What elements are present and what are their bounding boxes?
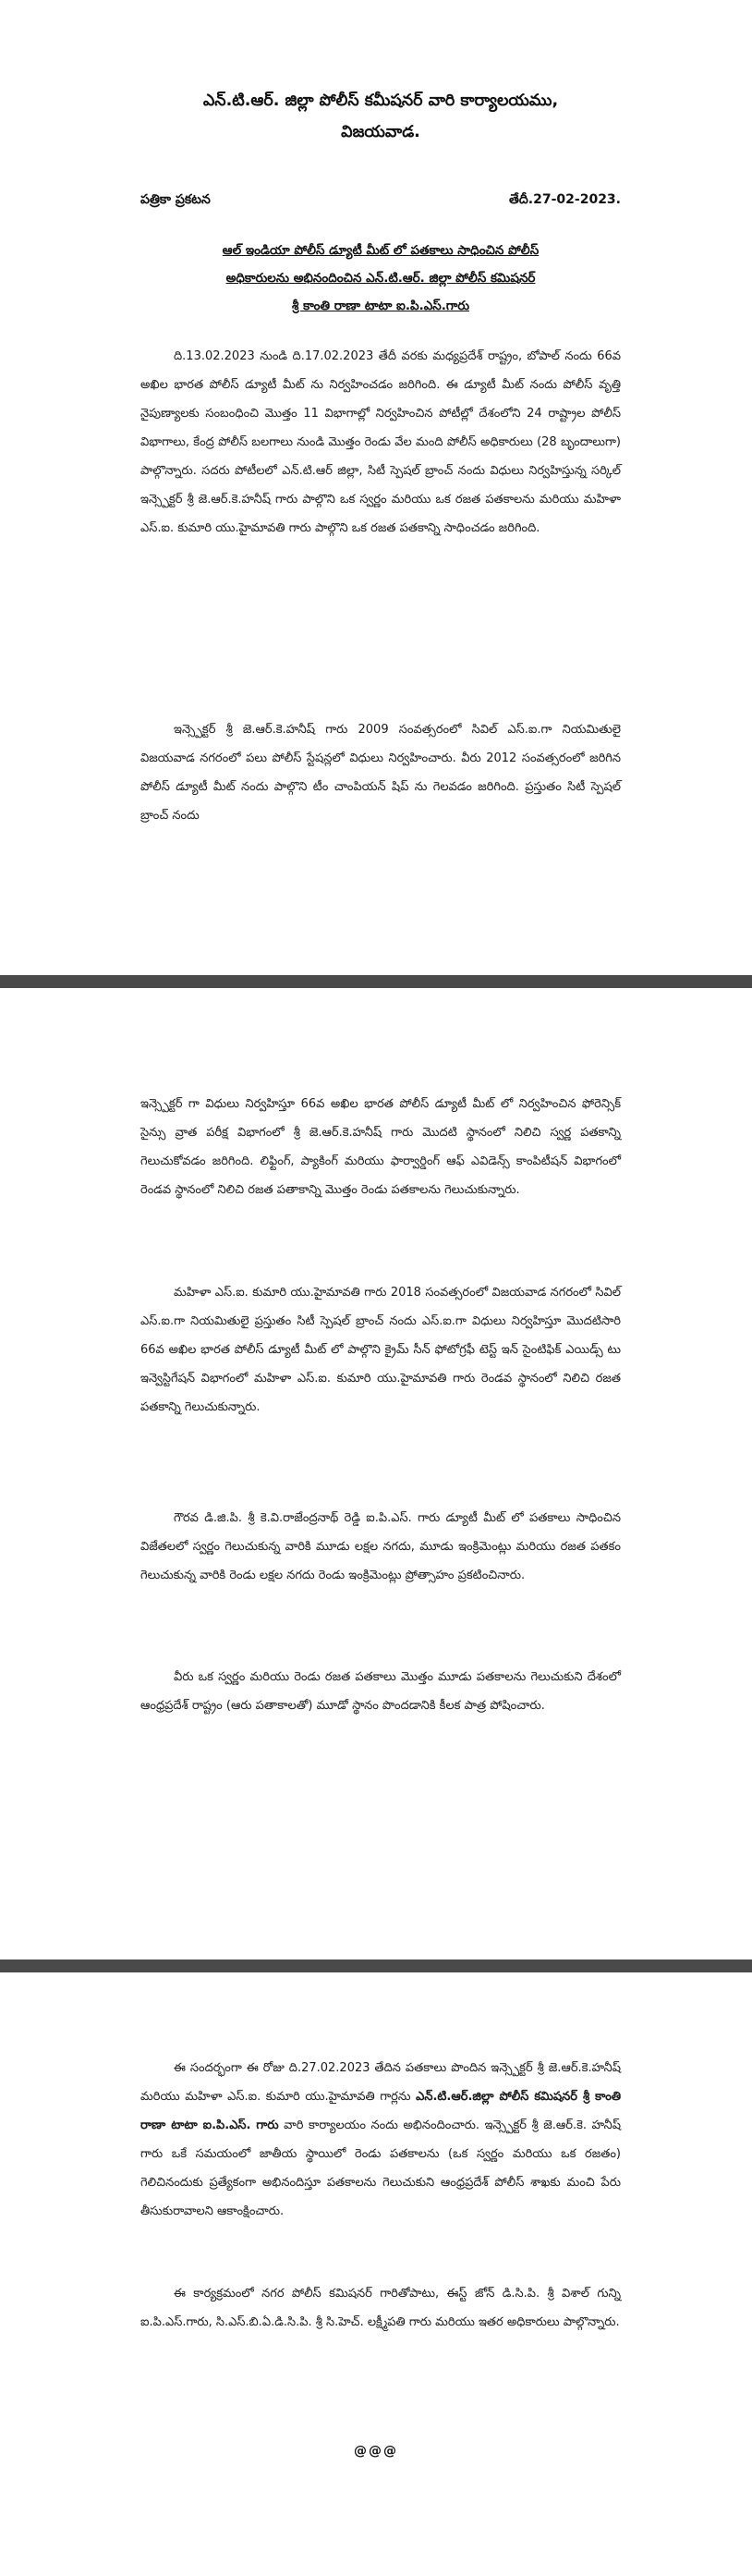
body-paragraph: వీరు ఒక స్వర్ణం మరియు రెండు రజత పతకాలు మొత్తం మూడు పతకాలను గెలుచుకుని దేశంలో ఆంధ్రప్రదేశ్ రాష్ట్రం (ఆరు పతాకాలతో) మూడో స్థానం పొందడానికి కీలక పాత్ర పోషించారు. [140,1670,621,1713]
paragraph-text: ఈ సందర్భంగా ఈ రోజు ది.27.02.2023 తేదిన పతకాలు పొందిన ఇన్స్పెక్టర్ శ్రీ జె.ఆర్.కె.హనీష్ మరియు మహిళా ఎస్.ఐ. కుమారి యు.హైమావతి గార్లను [140,2061,621,2104]
paragraph-text: వారి కార్యాలయం నందు అభినందించారు. ఇన్స్పెక్టర్ శ్రీ జె.ఆర్.కె. హనీష్ గారు ఒకే సమయంలో జాతీయ స్థాయిలో రెండు పతకాలను (ఒక స్వర్ణం మరియు ఒక రజతం) గెలిచినందుకు ప్రత్యేకంగా అభినందిస్తూ పతకాలను గెలుచుకుని ఆంధ్రప్రదేశ్ పోలీస్ శాఖకు మంచి పేరు తీసుకురావాలని ఆకాంక్షించారు. [140,2118,621,2218]
body-paragraph: ఇన్స్పెక్టర్ శ్రీ జె.ఆర్.కె.హనీష్ గారు 2009 సంవత్సరంలో సివిల్ ఎస్.ఐ.గా నియమితులై విజయవాడ నగరంలో పలు పోలీస్ స్టేషన్లలో విధులు నిర్వహించారు. వీరు 2012 సంవత్సరంలో జరిగిన పోలీస్ డ్యూటీ మీట్ నందు పాల్గొని టీం చాంపియన్ షిప్ ను గెలవడం జరిగింది. ప్రస్తుతం సిటీ స్పెషల్ బ్రాంచ్ నందు [140,723,621,823]
release-date: తేదీ.27-02-2023. [509,192,621,207]
subject-line-1: ఆల్ ఇండియా పోలీస్ డ్యూటీ మీట్ లో పతకాలు సాధించిన పోలీస్ [222,243,540,258]
subject-line-3: శ్రీ కాంతి రాణా టాటా ఐ.పి.ఎస్.గారు [291,299,470,313]
body-paragraph: మహిళా ఎస్.ఐ. కుమారి యు.హైమావతి గారు 2018 సంవత్సరంలో విజయవాడ నగరంలో సివిల్ ఎస్.ఐ.గా నియమితులై ప్రస్తుతం సిటీ స్పెషల్ బ్రాంచ్ నందు ఎస్.ఐ.గా విధులు నిర్వహిస్తూ మొదటిసారి 66వ అఖిల భారత పోలీస్ డ్యూటీ మీట్ లో పాల్గొని క్రైమ్ సీన్ ఫోటోగ్రఫీ టెస్ట్ ఇన్ సైంటిఫిక్ ఎయిడ్స్ టు ఇన్వెస్టిగేషన్ విభాగంలో మహిళా ఎస్.ఐ. కుమారి యు.హైమావతి గారు రెండవ స్థానంలో నిలిచి రజత పతకాన్ని గెలుచుకున్నారు. [140,1286,621,1414]
office-name: ఎన్.టి.ఆర్. జిల్లా పోలీస్ కమీషనర్ వారి కార్యాలయము, [202,92,559,110]
document-page-3 [0,1972,752,2576]
release-meta-row [140,192,621,210]
office-heading [140,85,621,148]
body-paragraph: గౌరవ డి.జి.పి. శ్రీ కె.వి.రాజేంద్రనాథ్ రెడ్డి ఐ.పి.ఎస్. గారు డ్యూటీ మీట్ లో పతకాలు సాధించిన విజేతలలో స్వర్ణం గెలుచుకున్న వారికి మూడు లక్షల నగదు, మూడు ఇంక్రిమెంట్లు మరియు రజత పతకం గెలుచుకున్న వారికి రెండు లక్షల నగదు రెండు ఇంక్రిమెంట్లు ప్రోత్సాహం ప్రకటించినారు. [140,1511,621,1582]
commissioner-name: ఎన్.టి.ఆర్.జిల్లా పోలీస్ కమిషనర్ శ్రీ కాంతి రాణా టాటా ఐ.పి.ఎస్. గారు [140,2090,621,2132]
page-separator [0,975,752,988]
subject-line-2: అధికారులను అభినందించిన ఎన్.టి.ఆర్. జిల్లా పోలీస్ కమిషనర్ [225,271,536,286]
subject-heading [140,237,621,320]
body-paragraph: ఇన్స్పెక్టర్ గా విధులు నిర్వహిస్తూ 66వ అఖిల భారత పోలీస్ డ్యూటీ మీట్ లో నిర్వహించిన ఫోరెన్సిక్ సైన్సు వ్రాత పరీక్ష విభాగంలో శ్రీ జె.ఆర్.కె.హనీష్ గారు మొదటి స్థానంలో నిలిచి స్వర్ణ పతకాన్ని గెలుచుకోవడం జరిగింది. లిఫ్టింగ్, ప్యాకింగ్ మరియు ఫార్వార్డింగ్ ఆఫ్ ఎవిడెన్స్ కాంపిటీషన్ విభాగంలో రెండవ స్థానంలో నిలిచి రజత పతాకాన్ని మొత్తం రెండు పతకాలను గెలుచుకున్నారు. [140,1097,621,1197]
page-separator [0,1959,752,1972]
closing-mark: @@@ [354,2444,398,2459]
office-city: విజయవాడ. [341,123,420,141]
press-release-label: పత్రికా ప్రకటన [140,192,211,207]
document-page-2 [0,988,752,1959]
body-paragraph: ది.13.02.2023 నుండి ది.17.02.2023 తేదీ వరకు మధ్యప్రదేశ్ రాష్ట్రం, బోపాల్ నందు 66వ అఖిల భారత పోలీస్ డ్యూటీ మీట్ ను నిర్వహించడం జరిగింది. ఈ డ్యూటీ మీట్ నందు పోలీస్ వృత్తి నైపుణ్యాలకు సంబంధించి మొత్తం 11 విభాగాల్లో నిర్వహించిన పోటీల్లో దేశంలోని 24 రాష్ట్రాల పోలీస్ విభాగాలు, కేంద్ర పోలీస్ బలగాలు నుండి మొత్తం రెండు వేల మంది పోలీస్ అధికారులు (28 బృందాలుగా) పాల్గొన్నారు. సదరు పోటీలలో ఎన్.టి.ఆర్ జిల్లా, సిటీ స్పెషల్ బ్రాంచ్ నందు విధులు నిర్వహిస్తున్న సర్కిల్ ఇన్స్పెక్టర్ శ్రీ జె.ఆర్.కె.హనీష్ గారు పాల్గొని ఒక స్వర్ణం మరియు ఒక రజత పతకాలను మరియు మహిళా ఎస్.ఐ. కుమారి యు.హైమావతి గారు పాల్గొని ఒక రజత పతకాన్ని సాధించడం జరిగింది. [140,349,621,535]
body-paragraph: ఈ కార్యక్రమంలో నగర పోలీస్ కమిషనర్ గారితోపాటు, ఈస్ట్ జోన్ డి.సి.పి. శ్రీ విశాల్ గున్ని ఐ.పి.ఎస్.గారు, సి.ఎస్.బి.ఏ.డి.సి.పి. శ్రీ సి.హెచ్. లక్ష్మీపతి గారు మరియు ఇతర అధికారులు పాల్గొన్నారు. [140,2287,621,2329]
body-paragraph [140,2054,621,2226]
document-page-1 [0,0,752,975]
